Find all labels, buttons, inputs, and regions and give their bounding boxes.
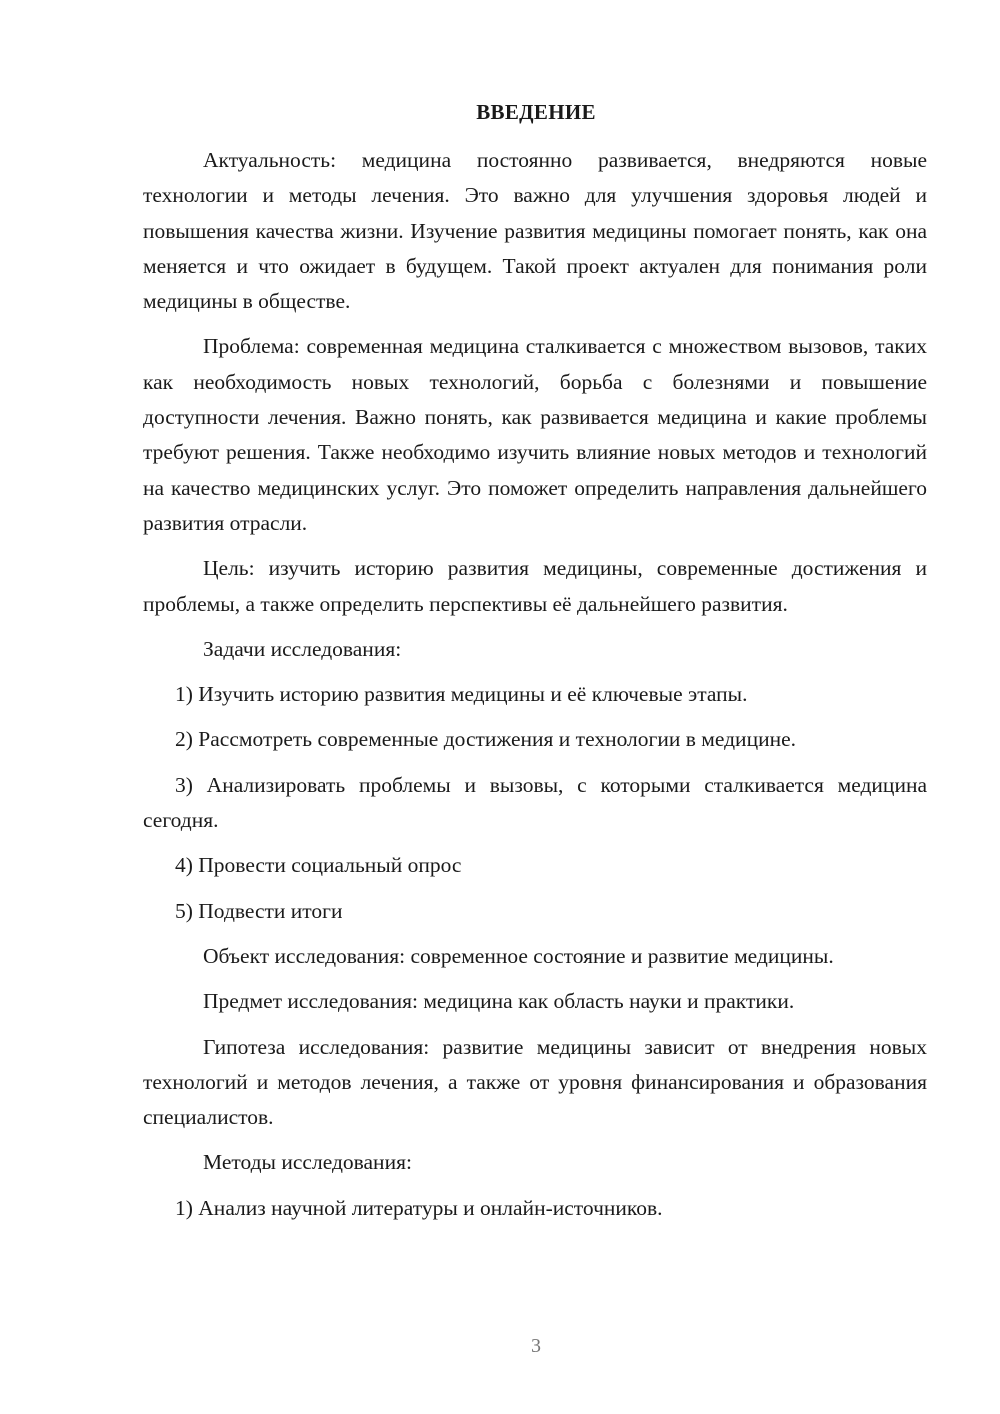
task-item-2: 2) Рассмотреть современные достижения и технологии в медицине. xyxy=(175,727,797,752)
paragraph-tasks-title: Задачи исследования: xyxy=(203,636,402,661)
paragraph-subject: Предмет исследования: медицина как область науки и практики. xyxy=(203,989,795,1014)
paragraph-methods-title: Методы исследования: xyxy=(203,1150,412,1175)
task-item-3: 3) Анализировать проблемы и вызовы, с которыми сталкивается медицина сегодня. xyxy=(143,772,927,833)
paragraph-goal: Цель: изучить историю развития медицины, современные достижения и проблемы, а также определить перспективы её дальнейшего развития. xyxy=(143,556,927,616)
paragraph-object: Объект исследования: современное состояние и развитие медицины. xyxy=(203,943,834,968)
task-item-5: 5) Подвести итоги xyxy=(175,898,343,923)
task-item-4: 4) Провести социальный опрос xyxy=(175,853,462,878)
task-item-1: 1) Изучить историю развития медицины и её ключевые этапы. xyxy=(175,682,748,707)
method-item-1: 1) Анализ научной литературы и онлайн-источников. xyxy=(175,1195,663,1220)
section-heading: ВВЕДЕНИЕ xyxy=(476,100,596,124)
paragraph-hypothesis: Гипотеза исследования: развитие медицины зависит от внедрения новых технологий и методов лечения, а также от уровня финансирования и образования специалистов. xyxy=(143,1034,927,1130)
paragraph-problem: Проблема: современная медицина сталкивается с множеством вызовов, таких как необходимость новых технологий, борьба с болезнями и повышение доступности лечения. Важно понять, как развивается медицина и какие проблемы требуют решения. Также необходимо изучить влияние новых методов и технологий на качество медицинских услуг. Это поможет определить направления дальнейшего развития отрасли. xyxy=(143,334,927,535)
body-text xyxy=(143,143,927,1236)
paragraph-relevance: Актуальность: медицина постоянно развивается, внедряются новые технологии и методы лечения. Это важно для улучшения здоровья людей и повышения качества жизни. Изучение развития медицины помогает понять, как она меняется и что ожидает в будущем. Такой проект актуален для понимания роли медицины в обществе. xyxy=(143,148,927,314)
page-number: 3 xyxy=(531,1335,541,1357)
